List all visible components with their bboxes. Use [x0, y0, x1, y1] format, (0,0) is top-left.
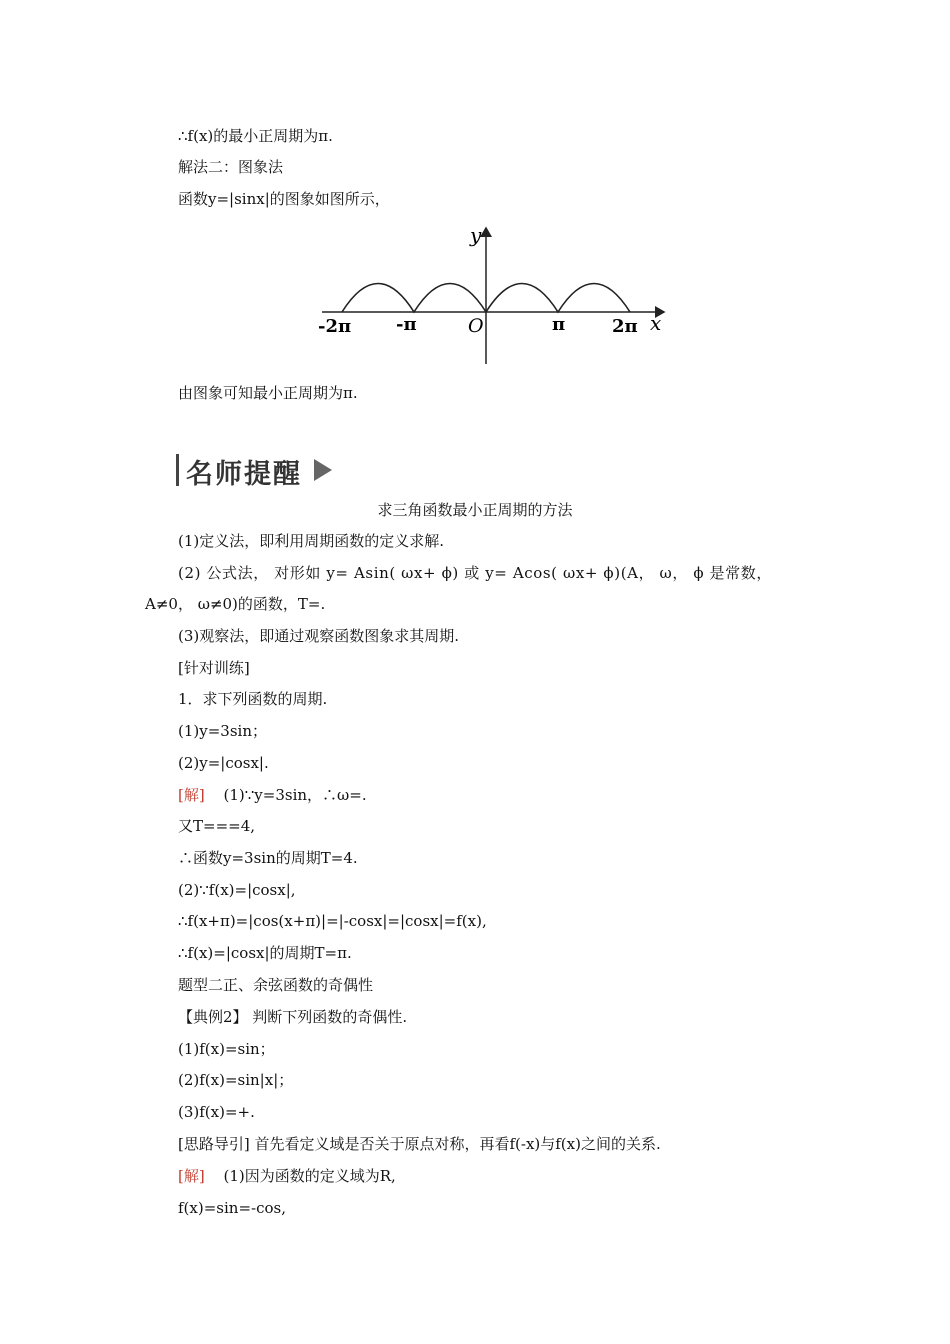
solution-line: f(x)=sin=-cos,: [178, 1199, 286, 1217]
tick-label: -2π: [318, 316, 352, 337]
graph-intro-line: 函数y=|sinx|的图象如图所示，: [178, 190, 390, 208]
x-axis-label: x: [650, 311, 662, 335]
y-axis-label: y: [470, 223, 482, 247]
method-definition: (1)定义法，即利用周期函数的定义求解.: [178, 532, 445, 550]
thinking-guide: [思路导引] 首先看定义域是否关于原点对称，再看f(-x)与f(x)之间的关系.: [178, 1135, 661, 1153]
abs-sin-graph: [318, 222, 670, 368]
solution-text: (1)因为函数的定义域为R,: [223, 1167, 396, 1185]
practice-heading: [针对训练]: [178, 659, 250, 677]
tick-label: -π: [396, 314, 417, 335]
method-observation: (3)观察法，即通过观察函数图象求其周期.: [178, 627, 460, 645]
tick-label: π: [552, 314, 566, 335]
method-two-heading: 解法二：图象法: [178, 158, 284, 176]
origin-label: O: [468, 315, 484, 337]
solution-text: (1)∵y=3sin，∴ω=.: [223, 786, 367, 804]
question-1: 1．求下列函数的周期.: [178, 690, 328, 708]
conclusion-period-line: ∴f(x)的最小正周期为π.: [178, 127, 333, 145]
example-2-part-1: (1)f(x)=sin；: [178, 1040, 275, 1058]
play-arrow-icon: [314, 459, 332, 481]
banner-bar: [176, 454, 179, 486]
solution-tag: [解]: [178, 786, 205, 804]
solution-line: [178, 1166, 396, 1186]
tip-subtitle: 求三角函数最小正周期的方法: [377, 501, 573, 519]
solution-line: (2)∵f(x)=|cosx|,: [178, 881, 296, 899]
solution-line: ∴函数y=3sin的周期T=4.: [178, 849, 358, 867]
question-1-part-1: (1)y=3sin；: [178, 722, 267, 740]
example-2-title: 【典例2】 判断下列函数的奇偶性.: [178, 1008, 408, 1026]
solution-line: 又T===4,: [178, 817, 256, 835]
graph-conclusion-line: 由图象可知最小正周期为π.: [178, 384, 358, 402]
solution-line: ∴f(x)=|cosx|的周期T=π.: [178, 944, 352, 962]
example-2-part-2: (2)f(x)=sin|x|；: [178, 1071, 294, 1089]
method-formula: (2) 公式法， 对形如 y= Asin( ωx+ ϕ) 或 y= Acos( ωx+ ϕ)(A， ω， ϕ 是常数，: [178, 564, 772, 582]
solution-line: [178, 785, 367, 805]
tick-label: 2π: [612, 316, 638, 337]
section-heading: 题型二正、余弦函数的奇偶性: [178, 976, 374, 994]
question-1-part-2: (2)y=|cosx|.: [178, 754, 269, 772]
solution-tag: [解]: [178, 1167, 205, 1185]
banner-title: 名师提醒: [186, 459, 302, 490]
method-formula-cont: A≠0， ω≠0)的函数，T=.: [145, 595, 326, 613]
example-2-part-3: (3)f(x)=+.: [178, 1103, 255, 1121]
solution-line: ∴f(x+π)=|cos(x+π)|=|-cosx|=|cosx|=f(x),: [178, 912, 487, 930]
